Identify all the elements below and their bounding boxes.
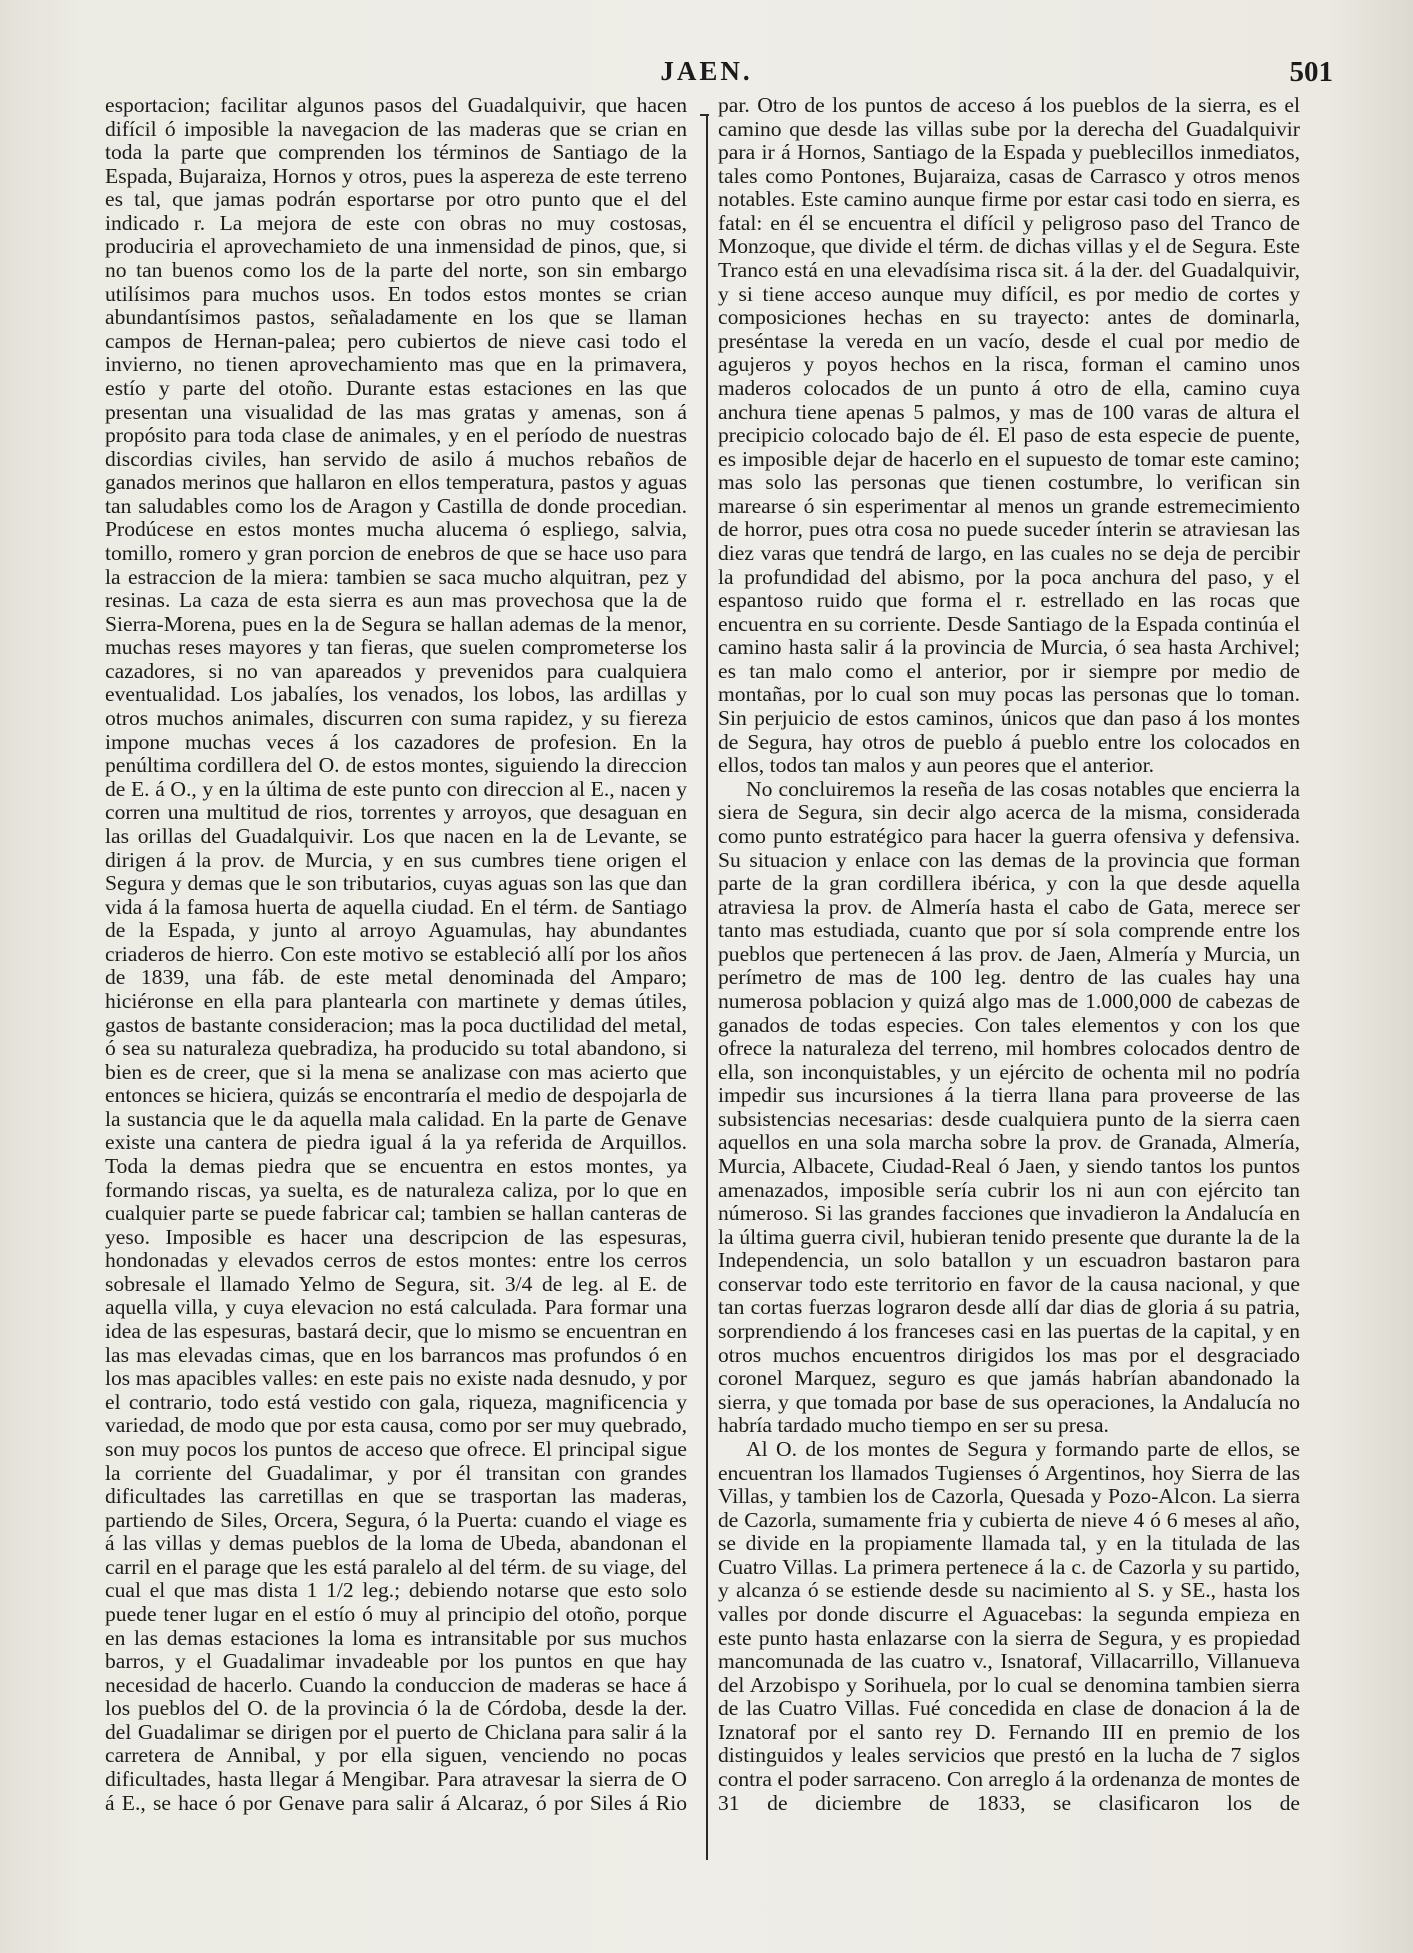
left-paragraph-1: esportacion; facilitar algunos pasos del Guadalquivir, que hacen difícil ó imposible la navegacion de las maderas que se crian en toda la parte que comprenden los términos de Santiago de la Espada, Bujaraiza, Hornos y otros, pues la aspereza de este terreno es tal, que jamas podrán esportarse por otro punto que el del indicado r. La mejora de este con obras no muy costosas, produciria el aprovechamieto de una inmensidad de pinos, que, si no tan buenos como los de la parte del norte, son sin embargo utilísimos para muchos usos. En todos estos montes se crian abundantísimos pastos, señaladamente en los que se llaman campos de Hernan-palea; pero cubiertos de nieve casi todo el invierno, no tienen aprovechamiento mas que en la primavera, estío y parte del otoño. Durante estas estaciones en las que presentan una visualidad de las mas gratas y amenas, son á propósito para toda clase de animales, y en el período de nuestras discordias civiles, han servido de asilo á muchos rebaños de ganados merinos que hallaron en ellos temperatura, pastos y aguas tan saludables como los de Aragon y Castilla de donde procedian. Prodúcese en estos montes mucha alucema ó espliego, salvia, tomillo, romero y gran porcion de enebros de que se hace uso para la estraccion de la miera: tambien se saca mucho alquitran, pez y resinas. La caza de esta sierra es aun mas provechosa que la de Sierra-Morena, pues en la de Segura se hallan ademas de la menor, muchas reses mayores y tan fieras, que suelen comprometerse los cazadores, si no van apareados y prevenidos para cualquiera eventualidad. Los jabalíes, los venados, los lobos, las ardillas y otros muchos animales, discurren con suma rapidez, y su fiereza impone muchas veces á los cazadores de profesion. En la penúltima cordillera del O. de estos montes, siguiendo la direccion de E. á O., y en la última de este punto con direccion al E., nacen y corren una multitud de rios, torrentes y arroyos, que desaguan en las orillas del Guadalquivir. Los que nacen en la de Levante, se dirigen á la prov. de Murcia, y en sus cumbres tiene origen el Segura y demas que le son tributarios, cuyas aguas son las que dan vida á la famosa huerta de aquella ciudad. En el térm. de Santiago de la Espada, y junto al arroyo Aguamulas, hay abundantes criaderos de hierro. Con este motivo se estableció allí por los años de 1839, una fáb. de este metal denominada del Amparo; hiciéronse en ella para plantearla con martinete y demas útiles, gastos de bastante consideracion; mas la poca ductilidad del metal, ó sea su naturaleza quebradiza, ha producido su total abandono, si bien es de creer, que si la mena se analizase con mas acierto que entonces se hiciera, quizás se encontraría el medio de despojarla de la sustancia que le da aquella mala calidad. En la parte de Genave existe una cantera de piedra igual á la ya referida de Arquillos. Toda la demas piedra que se encuentra en estos montes, ya formando riscas, ya suelta, es de naturaleza caliza, por lo que en cualquier parte se puede fabricar cal; tambien se hallan canteras de yeso. Imposible es hacer una descripcion de las espesuras, hondonadas y elevados cerros de estos montes: entre los cerros sobresale el llamado Yelmo de Segura, sit. 3/4 de leg. al E. de aquella villa, y cuya elevacion no está calculada. Para formar una idea de las espesuras, bastará decir, que lo mismo se encuentran en las mas elevadas cimas, que en los barrancos mas profundos ó en los mas apacibles valles: en este pais no existe nada desnudo, y por el contrario, todo está vestido con gala, riqueza, magnificencia y variedad, de modo que por esta causa, como por ser muy quebrado, son muy pocos los puntos de acceso que ofrece. El principal sigue la corriente del Guadalimar, y por él transitan con grandes dificultades las carretillas en que se trasportan las maderas, partiendo de Siles, Orcera, Segura, ó la Puerta: cuando el viage es á las villas y demas pueblos de la loma de Ubeda, abandonan el carril en el parage que les está paralelo al del térm. de su viage, del cual el que mas dista 1 1/2 leg.; debiendo notarse que esto solo puede tener lugar en el estío ó muy al principio del otoño, porque en las demas estaciones la loma es intransitable por sus muchos barros, y el Guadalimar invadeable por los puntos en que hay necesidad de hacerlo. Cuando la conduccion de maderas se hace á los pueblos del O. de la provincia ó la de Córdoba, desde la der. del Guadalimar se dirigen por el puerto de Chiclana para salir á la carretera de Annibal, y por ella siguen, venciendo no pocas dificultades, hasta llegar á Mengibar. Para atravesar la sierra de O á E., se hace ó por Genave para salir á Alcaraz, ó por Siles á Rio — [105, 93, 687, 1815]
page-header-title: JAEN. — [660, 56, 753, 86]
right-paragraph-2: No concluiremos la reseña de las cosas notables que encierra la siera de Segura, sin decir algo acerca de la misma, considerada como punto estratégico para hacer la guerra ofensiva y defensiva. Su situacion y enlace con las demas de la provincia que forman parte de la gran cordillera ibérica, y con la que desde aquella atraviesa la prov. de Almería hasta el cabo de Gata, merece ser tanto mas estudiada, cuanto que por sí sola comprende entre los pueblos que pertenecen á las prov. de Jaen, Almería y Murcia, un perímetro de mas de 100 leg. dentro de las cuales hay una numerosa poblacion y quizá algo mas de 1.000,000 de cabezas de ganados de todas especies. Con tales elementos y con los que ofrece la naturaleza del terreno, mil hombres colocados dentro de ella, son inconquistables, y un ejército de ochenta mil no podría impedir sus incursiones á la tierra llana para proveerse de las subsistencias necesarias: desde cualquiera punto de la sierra caen aquellos en una sola marcha sobre la prov. de Granada, Almería, Murcia, Albacete, Ciudad-Real ó Jaen, y siendo tantos los puntos amenazados, imposible sería cubrir los ni aun con ejército tan númeroso. Si las grandes facciones que invadieron la Andalucía en la última guerra civil, hubieran tenido presente que durante la de la Independencia, un solo batallon y un escuadron bastaron para conservar todo este territorio en favor de la causa nacional, y que tan cortas fuerzas lograron desde allí dar dias de gloria á su patria, sorprendiendo á los franceses casi en las puertas de la capital, y en otros muchos encuentros dirigidos los mas por el desgraciado coronel Marquez, seguro es que jamás habrían abandonado la sierra, y que tomada por base de sus operaciones, la Andalucía no habría tardado mucho tiempo en ser su presa. — [718, 776, 1300, 1438]
left-column — [105, 94, 687, 1815]
page-number: 501 — [1289, 56, 1333, 88]
column-divider — [706, 114, 708, 1860]
right-paragraph-3: Al O. de los montes de Segura y formando parte de ellos, se encuentran los llamados Tugienses ó Argentinos, hoy Sierra de las Villas, y tambien los de Cazorla, Quesada y Pozo-Alcon. La sierra de Cazorla, sumamente fria y cubierta de nieve 4 ó 6 meses al año, se divide en la propiamente llamada tal, y en la titulada de las Cuatro Villas. La primera pertenece á la c. de Cazorla y su partido, y alcanza ó se estiende desde su nacimiento al S. y SE., hasta los valles por donde discurre el Aguacebas: la segunda empieza en este punto hasta enlazarse con la sierra de Segura, y es propiedad mancomunada de las cuatro v., Isnatoraf, Villacarrillo, Villanueva del Arzobispo y Sorihuela, por lo cual se denomina tambien sierra de las Cuatro Villas. Fué concedida en clase de donacion á la de Iznatoraf por el santo rey D. Fernando III en premio de los distinguidos y leales servicios que prestó en la lucha de 7 siglos contra el poder sarraceno. Con arreglo á la ordenanza de montes de 31 de diciembre de 1833, se clasificaron los de — [718, 1436, 1300, 1815]
right-paragraph-1: par. Otro de los puntos de acceso á los pueblos de la sierra, es el camino que desde las villas sube por la derecha del Guadalquivir para ir á Hornos, Santiago de la Espada y pueblecillos inmediatos, tales como Pontones, Bujaraiza, casas de Carrasco y otros menos notables. Este camino aunque firme por estar casi todo en sierra, es fatal: en él se encuentra el difícil y peligroso paso del Tranco de Monzoque, que divide el térm. de dichas villas y el de Segura. Este Tranco está en una elevadísima risca sit. á la der. del Guadalquivir, y si tiene acceso aunque muy difícil, es por medio de cortes y composiciones hechas en su trayecto: antes de dominarla, preséntase la vereda en un vacío, desde el cual por medio de agujeros y poyos hechos en la risca, forman el camino unos maderos colocados de un punto á otro de ella, camino cuya anchura tiene apenas 5 palmos, y mas de 100 varas de altura el precipicio colocado bajo de él. El paso de esta especie de puente, es imposible dejar de hacerlo en el supuesto de tomar este camino; mas solo las personas que tienen costumbre, lo verifican sin marearse ó sin esperimentar al menos un grande estremecimiento de horror, pues otra cosa no puede suceder ínterin se atraviesan las diez varas que tendrá de largo, en las cuales no se deja de percibir la profundidad del abismo, por la poca anchura del paso, y el espantoso ruido que forma el r. estrellado en las rocas que encuentra en su corriente. Desde Santiago de la Espada continúa el camino hasta salir á la provincia de Murcia, ó sea hasta Archivel; es tan malo como el anterior, por ir siempre por medio de montañas, por lo cual son muy pocas las personas que lo toman. Sin perjuicio de estos caminos, únicos que dan paso á los montes de Segura, hay otros de pueblo á pueblo entre los colocados en ellos, todos tan malos y aun peores que el anterior. — [718, 93, 1300, 778]
column-divider-tick — [700, 114, 709, 116]
right-column — [718, 94, 1300, 1815]
